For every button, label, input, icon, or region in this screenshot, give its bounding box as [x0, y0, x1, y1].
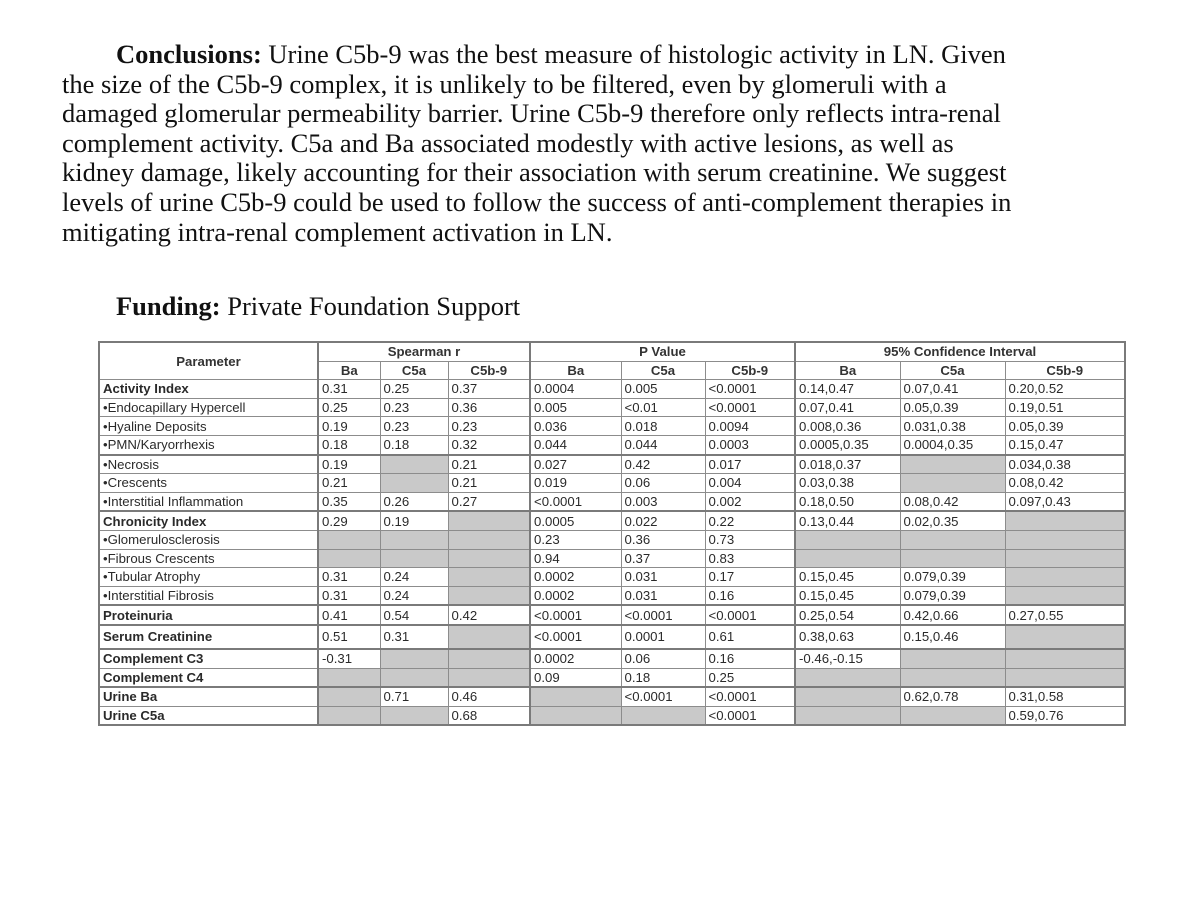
table-cell — [380, 549, 448, 568]
table-row — [99, 455, 1125, 474]
table-cell: 0.19 — [380, 511, 448, 530]
table-cell: 0.079,0.39 — [900, 568, 1005, 587]
row-parameter: •Hyaline Deposits — [99, 417, 318, 436]
row-parameter: •Crescents — [99, 474, 318, 493]
table-cell: 0.83 — [705, 549, 795, 568]
table-cell: 0.31 — [318, 586, 380, 605]
row-parameter: Proteinuria — [99, 605, 318, 625]
table-cell: 0.46 — [448, 687, 530, 706]
table-cell: 0.022 — [621, 511, 705, 530]
table-row — [99, 668, 1125, 687]
conclusions-line: complement activity. C5a and Ba associated modestly with active lesions, as well as — [62, 127, 954, 158]
table-cell — [380, 474, 448, 493]
table-cell: 0.59,0.76 — [1005, 706, 1125, 725]
table-row — [99, 568, 1125, 587]
table-cell: 0.017 — [705, 455, 795, 474]
row-parameter: •Endocapillary Hypercell — [99, 398, 318, 417]
table-cell: 0.25 — [705, 668, 795, 687]
table-cell: 0.036 — [530, 417, 621, 436]
parameter-header: Parameter — [99, 342, 318, 380]
table-cell — [795, 549, 900, 568]
table-cell: 0.16 — [705, 586, 795, 605]
table-cell: 0.031 — [621, 568, 705, 587]
row-parameter: •Glomerulosclerosis — [99, 530, 318, 549]
table-cell: 0.008,0.36 — [795, 417, 900, 436]
table-cell: 0.003 — [621, 492, 705, 511]
row-parameter: •Fibrous Crescents — [99, 549, 318, 568]
conclusions-text: Urine C5b-9 was the best measure of histologic activity in LN. Given — [268, 39, 1006, 69]
table-row — [99, 398, 1125, 417]
table-cell: 0.73 — [705, 530, 795, 549]
table-cell: 0.18 — [621, 668, 705, 687]
table-row — [99, 530, 1125, 549]
sub-header: Ba — [318, 361, 380, 380]
table-cell: 0.68 — [448, 706, 530, 725]
table-cell: 0.31 — [318, 568, 380, 587]
table-cell: <0.0001 — [705, 398, 795, 417]
table-cell: 0.35 — [318, 492, 380, 511]
conclusions-line: levels of urine C5b-9 could be used to follow the success of anti-complement therapies in — [62, 186, 1012, 217]
table-cell: 0.0002 — [530, 586, 621, 605]
table-row — [99, 605, 1125, 625]
table-cell: 0.0005 — [530, 511, 621, 530]
table-cell — [1005, 549, 1125, 568]
table-cell: 0.38,0.63 — [795, 625, 900, 649]
table-cell: 0.0002 — [530, 649, 621, 668]
table-cell: <0.0001 — [530, 605, 621, 625]
table-cell: 0.0004,0.35 — [900, 435, 1005, 454]
table-cell: 0.23 — [380, 398, 448, 417]
table-cell: 0.23 — [380, 417, 448, 436]
table-cell — [621, 706, 705, 725]
table-cell: 0.005 — [621, 380, 705, 399]
table-cell: 0.17 — [705, 568, 795, 587]
table-cell — [318, 706, 380, 725]
table-cell — [1005, 511, 1125, 530]
row-parameter: Activity Index — [99, 380, 318, 399]
table-cell: <0.0001 — [530, 625, 621, 649]
table-cell — [530, 706, 621, 725]
table-cell: <0.0001 — [705, 687, 795, 706]
table-cell — [1005, 625, 1125, 649]
table-cell: 0.37 — [448, 380, 530, 399]
table-cell: 0.25 — [318, 398, 380, 417]
table-cell — [318, 687, 380, 706]
table-cell: 0.62,0.78 — [900, 687, 1005, 706]
table-cell: 0.018,0.37 — [795, 455, 900, 474]
table-body — [99, 380, 1125, 726]
table-cell — [795, 530, 900, 549]
table-cell: 0.36 — [621, 530, 705, 549]
table-cell: 0.51 — [318, 625, 380, 649]
table-cell: <0.0001 — [621, 605, 705, 625]
table-cell: 0.14,0.47 — [795, 380, 900, 399]
table-cell: 0.23 — [530, 530, 621, 549]
table-cell — [380, 530, 448, 549]
table-row — [99, 380, 1125, 399]
table-cell: 0.044 — [530, 435, 621, 454]
table-cell: <0.0001 — [705, 605, 795, 625]
table-cell — [900, 530, 1005, 549]
table-cell: 0.61 — [705, 625, 795, 649]
table-cell: 0.06 — [621, 474, 705, 493]
sub-header: C5a — [380, 361, 448, 380]
table-cell: 0.0003 — [705, 435, 795, 454]
results-table-wrapper — [98, 341, 1126, 726]
table-cell — [380, 649, 448, 668]
table-cell: 0.0094 — [705, 417, 795, 436]
table-row — [99, 417, 1125, 436]
table-cell: 0.031,0.38 — [900, 417, 1005, 436]
sub-header: C5a — [900, 361, 1005, 380]
table-cell — [448, 549, 530, 568]
table-cell: 0.07,0.41 — [795, 398, 900, 417]
table-cell: 0.05,0.39 — [1005, 417, 1125, 436]
table-cell — [900, 706, 1005, 725]
table-cell: 0.15,0.45 — [795, 586, 900, 605]
row-parameter: Complement C4 — [99, 668, 318, 687]
table-cell: 0.004 — [705, 474, 795, 493]
table-cell: 0.018 — [621, 417, 705, 436]
group-header-ci: 95% Confidence Interval — [795, 342, 1125, 361]
table-cell: 0.32 — [448, 435, 530, 454]
table-cell: 0.034,0.38 — [1005, 455, 1125, 474]
table-cell — [448, 511, 530, 530]
table-cell — [448, 530, 530, 549]
table-row — [99, 511, 1125, 530]
table-cell: 0.19 — [318, 417, 380, 436]
table-cell: 0.079,0.39 — [900, 586, 1005, 605]
table-cell — [795, 687, 900, 706]
table-cell: 0.23 — [448, 417, 530, 436]
table-cell — [318, 549, 380, 568]
table-row — [99, 474, 1125, 493]
table-cell — [795, 668, 900, 687]
table-cell: 0.0001 — [621, 625, 705, 649]
table-cell: 0.42 — [621, 455, 705, 474]
table-cell: 0.20,0.52 — [1005, 380, 1125, 399]
table-cell: 0.21 — [448, 455, 530, 474]
table-cell: 0.02,0.35 — [900, 511, 1005, 530]
row-parameter: •Interstitial Inflammation — [99, 492, 318, 511]
table-cell: 0.22 — [705, 511, 795, 530]
row-parameter: •PMN/Karyorrhexis — [99, 435, 318, 454]
table-cell: 0.044 — [621, 435, 705, 454]
table-cell — [318, 530, 380, 549]
group-header-spearman: Spearman r — [318, 342, 530, 361]
conclusions-paragraph — [62, 40, 1168, 247]
table-row — [99, 687, 1125, 706]
row-parameter: •Necrosis — [99, 455, 318, 474]
sub-header: C5b-9 — [448, 361, 530, 380]
table-cell: 0.18 — [318, 435, 380, 454]
row-parameter: Serum Creatinine — [99, 625, 318, 649]
table-cell: 0.26 — [380, 492, 448, 511]
table-cell: <0.0001 — [705, 380, 795, 399]
table-cell: 0.31 — [380, 625, 448, 649]
table-cell: 0.29 — [318, 511, 380, 530]
table-cell: 0.54 — [380, 605, 448, 625]
table-cell: 0.002 — [705, 492, 795, 511]
table-cell: 0.42,0.66 — [900, 605, 1005, 625]
table-cell: 0.005 — [530, 398, 621, 417]
table-cell — [380, 706, 448, 725]
table-row — [99, 549, 1125, 568]
table-cell: 0.09 — [530, 668, 621, 687]
conclusions-line: mitigating intra-renal complement activation in LN. — [62, 216, 613, 247]
row-parameter: Urine C5a — [99, 706, 318, 725]
table-cell — [795, 706, 900, 725]
table-cell — [380, 668, 448, 687]
table-cell: 0.0002 — [530, 568, 621, 587]
table-cell: 0.08,0.42 — [900, 492, 1005, 511]
table-cell — [1005, 668, 1125, 687]
table-cell — [1005, 568, 1125, 587]
sub-header: C5b-9 — [1005, 361, 1125, 380]
table-cell: 0.15,0.46 — [900, 625, 1005, 649]
table-cell — [448, 668, 530, 687]
table-cell: 0.027 — [530, 455, 621, 474]
table-cell: 0.31,0.58 — [1005, 687, 1125, 706]
table-row — [99, 492, 1125, 511]
table-cell: 0.71 — [380, 687, 448, 706]
sub-header: C5b-9 — [705, 361, 795, 380]
table-cell: <0.0001 — [530, 492, 621, 511]
table-cell: 0.37 — [621, 549, 705, 568]
row-parameter: Urine Ba — [99, 687, 318, 706]
table-cell: 0.08,0.42 — [1005, 474, 1125, 493]
results-table — [98, 341, 1126, 726]
table-cell — [448, 625, 530, 649]
table-cell: 0.15,0.45 — [795, 568, 900, 587]
row-parameter: •Tubular Atrophy — [99, 568, 318, 587]
table-row — [99, 625, 1125, 649]
table-cell: 0.27,0.55 — [1005, 605, 1125, 625]
table-cell: 0.16 — [705, 649, 795, 668]
table-cell: 0.24 — [380, 568, 448, 587]
table-cell — [448, 586, 530, 605]
table-cell: <0.01 — [621, 398, 705, 417]
table-cell: <0.0001 — [705, 706, 795, 725]
table-cell — [900, 455, 1005, 474]
table-cell: 0.31 — [318, 380, 380, 399]
conclusions-line: the size of the C5b-9 complex, it is unlikely to be filtered, even by glomeruli with a — [62, 68, 947, 99]
table-cell: 0.15,0.47 — [1005, 435, 1125, 454]
table-cell: 0.05,0.39 — [900, 398, 1005, 417]
table-cell: 0.0005,0.35 — [795, 435, 900, 454]
table-cell: 0.07,0.41 — [900, 380, 1005, 399]
table-cell — [900, 668, 1005, 687]
table-cell: 0.42 — [448, 605, 530, 625]
table-cell: 0.25,0.54 — [795, 605, 900, 625]
group-header-pvalue: P Value — [530, 342, 795, 361]
table-cell: 0.13,0.44 — [795, 511, 900, 530]
table-cell: 0.36 — [448, 398, 530, 417]
table-cell: 0.21 — [318, 474, 380, 493]
table-cell: 0.19,0.51 — [1005, 398, 1125, 417]
table-cell — [448, 649, 530, 668]
row-parameter: Complement C3 — [99, 649, 318, 668]
table-cell: 0.031 — [621, 586, 705, 605]
funding-text: Private Foundation Support — [227, 291, 521, 321]
table-cell: 0.19 — [318, 455, 380, 474]
table-cell: 0.097,0.43 — [1005, 492, 1125, 511]
table-cell — [900, 649, 1005, 668]
conclusions-line — [62, 40, 1168, 70]
row-parameter: •Interstitial Fibrosis — [99, 586, 318, 605]
table-row — [99, 586, 1125, 605]
table-cell: 0.94 — [530, 549, 621, 568]
funding-line — [116, 291, 520, 321]
table-cell — [448, 568, 530, 587]
table-cell: 0.41 — [318, 605, 380, 625]
sub-header: Ba — [530, 361, 621, 380]
table-cell: 0.019 — [530, 474, 621, 493]
table-cell: 0.24 — [380, 586, 448, 605]
table-cell: -0.46,-0.15 — [795, 649, 900, 668]
table-cell — [900, 474, 1005, 493]
table-row — [99, 649, 1125, 668]
table-cell: 0.21 — [448, 474, 530, 493]
conclusions-line: kidney damage, likely accounting for their association with serum creatinine. We suggest — [62, 157, 1007, 188]
table-row — [99, 435, 1125, 454]
row-parameter: Chronicity Index — [99, 511, 318, 530]
sub-header: C5a — [621, 361, 705, 380]
table-cell: 0.0004 — [530, 380, 621, 399]
table-cell — [1005, 649, 1125, 668]
table-cell: 0.03,0.38 — [795, 474, 900, 493]
table-cell: 0.27 — [448, 492, 530, 511]
table-cell — [1005, 530, 1125, 549]
table-cell — [530, 687, 621, 706]
table-cell: 0.18,0.50 — [795, 492, 900, 511]
funding-label: Funding: — [116, 291, 221, 321]
table-cell — [380, 455, 448, 474]
table-cell: 0.06 — [621, 649, 705, 668]
table-row — [99, 706, 1125, 725]
table-cell: 0.25 — [380, 380, 448, 399]
table-cell — [1005, 586, 1125, 605]
sub-header: Ba — [795, 361, 900, 380]
table-cell — [318, 668, 380, 687]
conclusions-line: damaged glomerular permeability barrier. Urine C5b-9 therefore only reflects intra-renal — [62, 98, 1001, 129]
table-cell: 0.18 — [380, 435, 448, 454]
table-cell: <0.0001 — [621, 687, 705, 706]
table-cell: -0.31 — [318, 649, 380, 668]
table-cell — [900, 549, 1005, 568]
conclusions-label: Conclusions: — [116, 39, 262, 69]
